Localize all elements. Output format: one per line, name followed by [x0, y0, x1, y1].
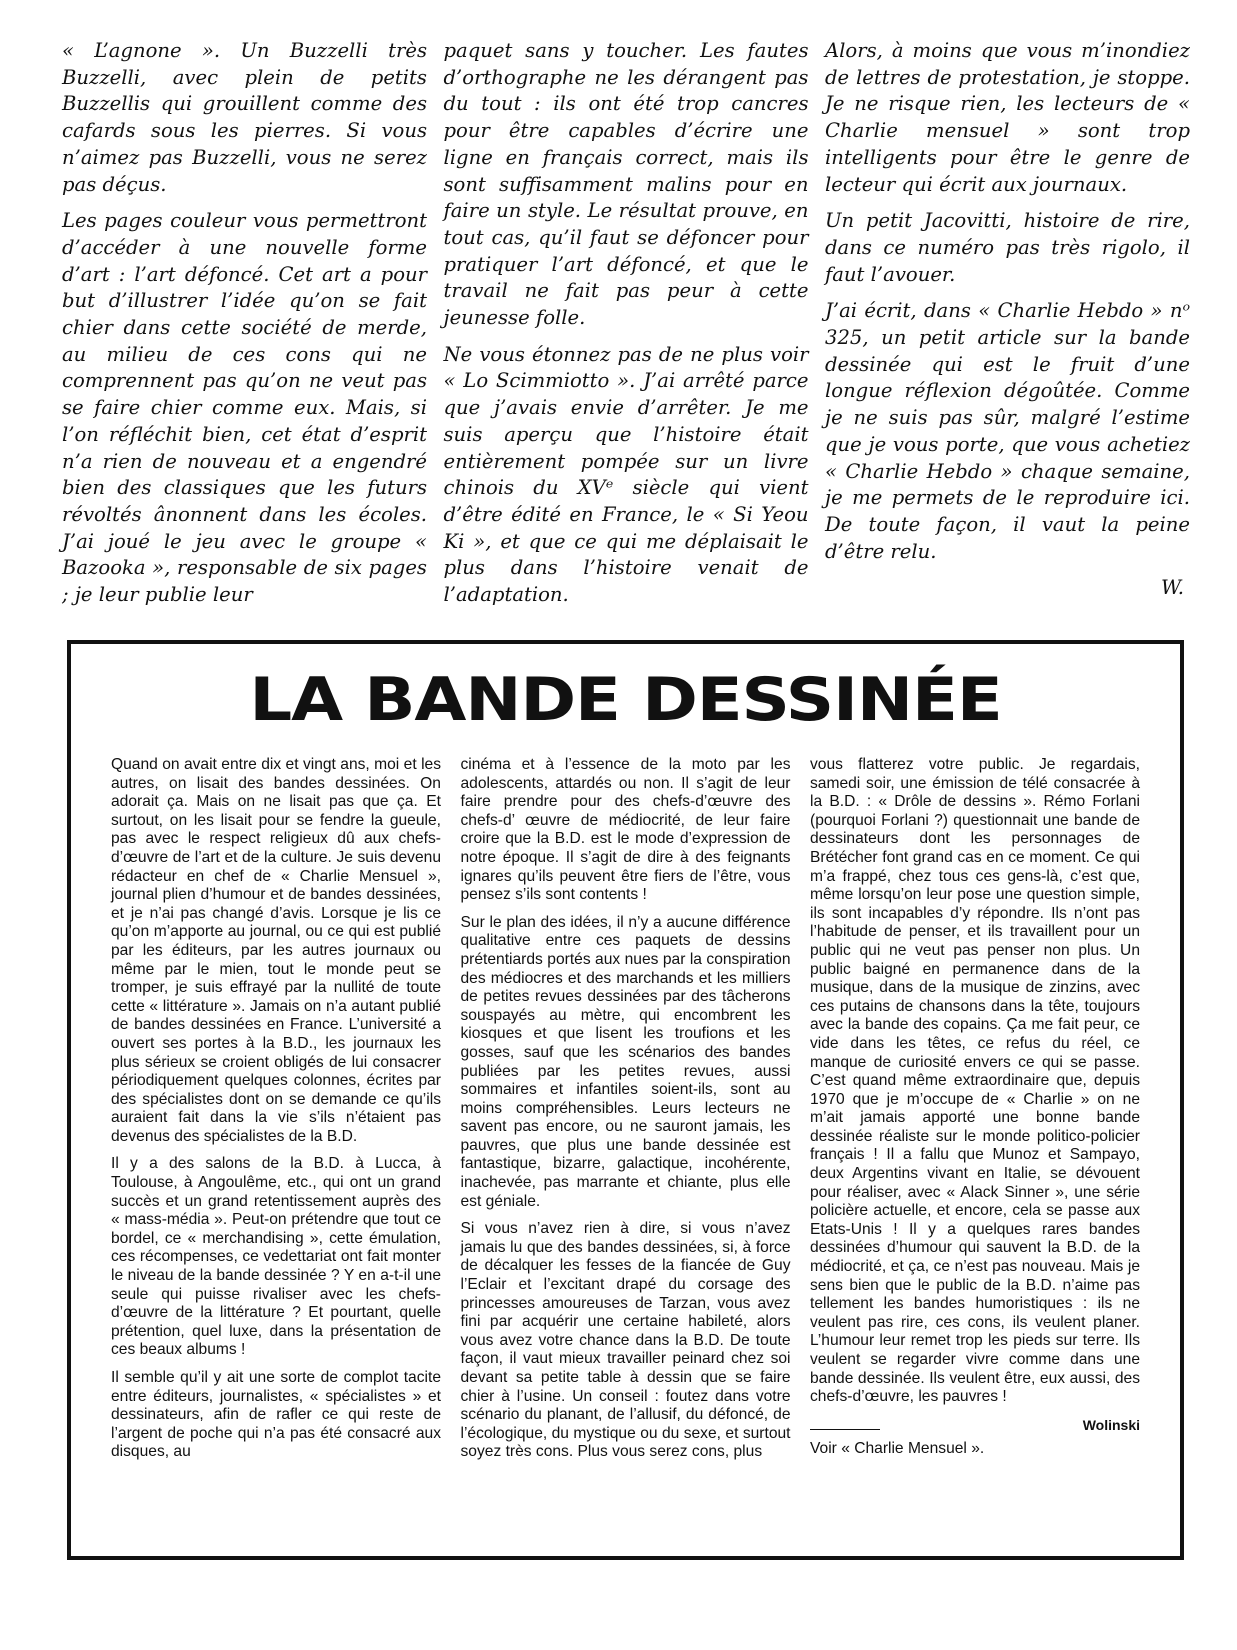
article-column-2: [461, 756, 791, 1528]
editorial-column-2: [444, 38, 809, 618]
paragraph: cinéma et à l’essence de la moto par les adolescents, attardés ou non. Il s’agit de leur faire prendre pour des chefs-d’œuvre des chefs-d’ œuvre de médiocrité, de leur faire croire que la B.D. est le mode d’expression de notre époque. Il s’agit de dire à des feignants ignares qu’ils peuvent être fiers de l’être, vous pensez s’ils sont contents !: [460, 756, 791, 904]
paragraph: Ne vous étonnez pas de ne plus voir « Lo Scimmiotto ». J’ai arrêté parce que j’avais envie d’arrêter. Je me suis aperçu que l’histoire était entièrement pompée sur un livre chinois du XVᵉ siècle qui vient d’être édité en France, le « Si Yeou Ki », et que ce qui me déplaisait le plus dans l’histoire venait de l’adaptation.: [443, 342, 809, 607]
signature-rule: [810, 1429, 880, 1430]
paragraph: paquet sans y toucher. Les fautes d’orthographe ne les dérangent pas du tout : ils ont été trop cancres pour être capables d’écrire une ligne en français correct, mais ils sont suffisamment malins pour en faire un style. Le résultat prouve, en tout cas, qu’il faut se défoncer pour pratiquer l’art défoncé, et que le travail ne fait pas peur à cette jeunesse folle.: [443, 39, 809, 330]
paragraph: Sur le plan des idées, il n’y a aucune différence qualitative entre ces paquets de dessins prétentiards portés aux nues par la conspiration des médiocres et des marchands et les milliers de petites revues dessinées par des tâcherons souspayés au mètre, qui encombrent les kiosques et que lisent les troufions et les gosses, sauf que les scénarios des bandes publiées par les petites revues, aussi sommaires et infantiles soient-ils, sont au moins compréhensibles. Leurs lecteurs ne savent pas encore, ou ne sauront jamais, les pauvres, que plus une bande dessinée est fantastique, bizarre, galactique, incohérente, inachevée, pas marrante et chiante, plus elle est géniale.: [460, 913, 791, 1210]
paragraph: Si vous n’avez rien à dire, si vous n’avez jamais lu que des bandes dessinées, si, à force de décalquer les fesses de la fiancée de Guy l’Eclair et l’excitant drapé du corsage des princesses amoureuses de Tarzan, vous avez fini par acquérir une certaine habileté, alors vous avez votre chance dans la B.D. De toute façon, il vaut mieux travailler peinard chez soi devant sa petite table à dessin que se faire chier à l’usine. Un conseil : foutez dans votre scénario du planant, de l’allusif, du défoncé, de l’écologique, du mystique ou du sexe, et surtout soyez très cons. Plus vous serez cons, plus: [460, 1220, 791, 1461]
reprinted-article-box: [67, 640, 1184, 1560]
paragraph: J’ai écrit, dans « Charlie Hebdo » nᵒ 325, un petit article sur la bande dessinée qui est le fruit d’une longue réflexion dégoûtée. Comme je ne suis pas sûr, malgré l’estime que je vous porte, que vous achetiez « Charlie Hebdo » chaque semaine, je me permets de le reproduire ici. De toute façon, il vaut la peine d’être relu.: [825, 299, 1190, 563]
paragraph: Quand on avait entre dix et vingt ans, moi et les autres, on lisait des bandes dessinées. On adorait ça. Mais on ne lisait pas que ça. Et surtout, on les lisait pour se fendre la gueule, pas avec le respect religieux dû aux chefs-d’œuvre de l’art et de la culture. Je suis devenu rédacteur en chef de « Charlie Mensuel », journal plien d’humour et de bandes dessinées, et je n’ai pas changé d’avis. Lorsque je lis ce qu’on m’apporte au journal, ou ce qui est publié par les éditeurs, par les autres journaux ou même par le mien, tout le monde peut se tromper, je suis effrayé par la nullité de toute cette « littérature ». Jamais on n’a autant publié de bandes dessinées en France. L’université a ouvert ses portes à la B.D., les journaux les plus sérieux se croient obligés de lui consacrer périodiquement quelques colonnes, écrites par des spécialistes dont on se demande ce qu’ils auraient fait dans la vie s’ils n’étaient pas devenus des spécialistes de la B.D.: [111, 756, 441, 1145]
footnote: Voir « Charlie Mensuel ».: [810, 1440, 985, 1458]
paragraph: Il semble qu’il y ait une sorte de complot tacite entre éditeurs, journalistes, « spécialistes » et dessinateurs, afin de rafler ce qui reste de l’argent de poche qui n’a pas été consacré aux disques, au: [111, 1369, 441, 1461]
signature-row: [810, 1416, 1140, 1435]
editorial-column-1: [62, 38, 427, 618]
paragraph: Il y a des salons de la B.D. à Lucca, à Toulouse, à Angoulême, etc., qui ont un grand succès et un grand retentissement auprès des « mass-média ». Peut-on prétendre que tout ce bordel, ce « merchandising », cette émulation, ces récompenses, ce vedettariat ont fait monter le niveau de la bande dessinée ? Y en a-t-il une seule qui puisse rivaliser avec les chefs-d’œuvre de la littérature ? Et pourtant, quelle prétention, quel luxe, dans la présentation de ces beaux albums !: [111, 1155, 441, 1359]
article-title: LA BANDE DESSINÉE: [249, 665, 1002, 735]
article-column-3: [810, 756, 1140, 1528]
paragraph: Alors, à moins que vous m’inondiez de lettres de protestation, je stoppe. Je ne risque rien, les lecteurs de « Charlie mensuel » sont trop intelligents pour être le genre de lecteur qui écrit aux journaux.: [825, 39, 1190, 196]
paragraph: vous flatterez votre public. Je regardais, samedi soir, une émission de télé consacrée à la B.D. : « Drôle de dessins ». Rémo Forlani (pourquoi Forlani ?) questionnait une bande de dessinateurs dont les personnages de Brétécher font grand cas en ce moment. Ce qui m’a frappé, chez tous ces gens-là, c’est que, même lorsqu’on leur pose une question simple, ils sont incapables d’y répondre. Ils n’ont pas l’habitude de penser, et ils travaillent pour un public qui ne veut pas penser non plus. Un public baigné en permanence dans de la musique, dans de la musique de zinzins, avec ces putains de chansons dans la tête, toujours avec la bande des copains. Ça me fait peur, ce vide dans les têtes, ce refus du réel, ce manque de curiosité envers ce qui se passe. C’est quand même extraordinaire que, depuis 1970 que je m’occupe de « Charlie » on ne m’ait jamais apporté une bonne bande dessinée réaliste sur le monde politico-policier français ! Il a fallu que Munoz et Sampayo, deux Argentins vivant en Italie, se dévouent pour réaliser, avec « Alack Sinner », une série policière actuelle, et encore, cela se passe aux Etats-Unis ! Il y a quelques rares bandes dessinées d’humour qui sauvent la B.D. de la médiocrité, et ça, ce n’est pas nouveau. Mais je sens bien que le public de la B.D. n’aime pas tellement les bandes humoristiques : ils ne veulent pas rire, ces cons, ils veulent planer. L’humour leur remet trop les pieds sur terre. Ils veulent se regarder vivre comme dans une bande dessinée. Ils veulent être, eux aussi, des chefs-d’œuvre, les pauvres !: [810, 756, 1140, 1406]
editorial-column-3: [825, 38, 1190, 618]
article-column-1: [111, 756, 441, 1528]
paragraph: Un petit Jacovitti, histoire de rire, dans ce numéro pas très rigolo, il faut l’avouer.: [825, 209, 1190, 286]
paragraph: Les pages couleur vous permettront d’accéder à une nouvelle forme d’art : l’art défoncé. Cet art a pour but d’illustrer l’idée qu’on se fait chier dans cette société de merde, au milieu de ces cons qui ne comprennent pas qu’on ne veut pas se faire chier comme eux. Mais, si l’on réfléchit bien, cet état d’esprit n’a rien de nouveau et a engendré bien des classiques que les futurs révoltés ânonnent dans les écoles. J’ai joué le jeu avec le groupe « Bazooka », responsable de six pages ; je leur publie leur: [62, 209, 427, 607]
editorial-text: [62, 38, 1190, 618]
editorial-signature: W.: [1161, 576, 1184, 600]
article-body: [111, 756, 1140, 1528]
author-signature: Wolinski: [1082, 1416, 1140, 1433]
paragraph: « L’agnone ». Un Buzzelli très Buzzelli, avec plein de petits Buzzellis qui grouillent comme des cafards sous les pierres. Si vous n’aimez pas Buzzelli, vous ne serez pas déçus.: [62, 39, 427, 196]
